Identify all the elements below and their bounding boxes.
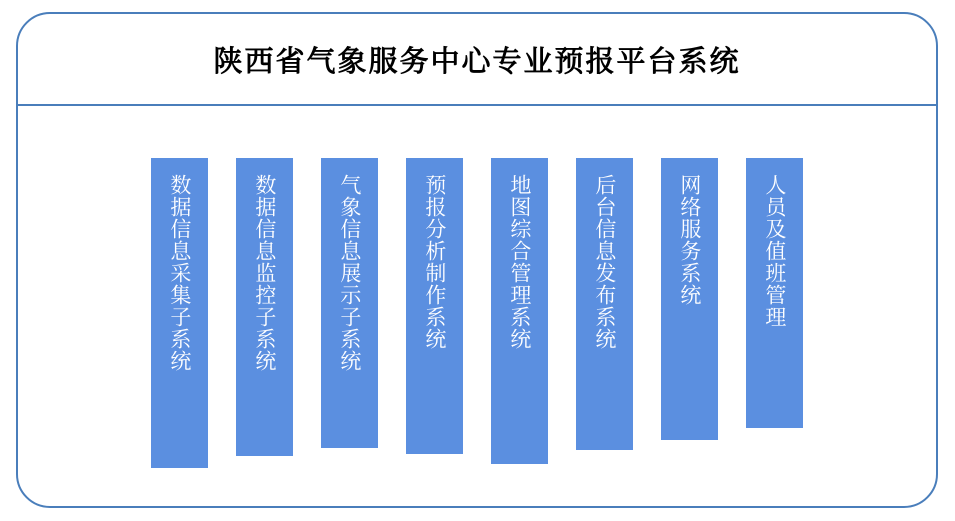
subsystem-label: 地图综合管理系统 (507, 174, 532, 350)
subsystem-box[interactable] (491, 158, 548, 464)
subsystem-label: 预报分析制作系统 (422, 174, 447, 350)
diagram-title-bar (18, 14, 936, 106)
subsystem-box[interactable] (576, 158, 633, 450)
subsystem-label: 网络服务系统 (677, 174, 702, 306)
subsystem-label: 数据信息采集子系统 (167, 174, 192, 372)
subsystem-label: 数据信息监控子系统 (252, 174, 277, 372)
subsystem-box[interactable] (406, 158, 463, 454)
subsystem-box[interactable] (746, 158, 803, 428)
diagram-container (16, 12, 938, 508)
subsystem-label: 气象信息展示子系统 (337, 174, 362, 372)
subsystem-label: 后台信息发布系统 (592, 174, 617, 350)
subsystem-box[interactable] (321, 158, 378, 448)
subsystem-label: 人员及值班管理 (762, 174, 787, 328)
subsystem-box[interactable] (236, 158, 293, 456)
subsystem-box[interactable] (661, 158, 718, 440)
subsystem-box[interactable] (151, 158, 208, 468)
page-title: 陕西省气象服务中心专业预报平台系统 (213, 43, 741, 78)
subsystem-column-group (18, 106, 936, 508)
